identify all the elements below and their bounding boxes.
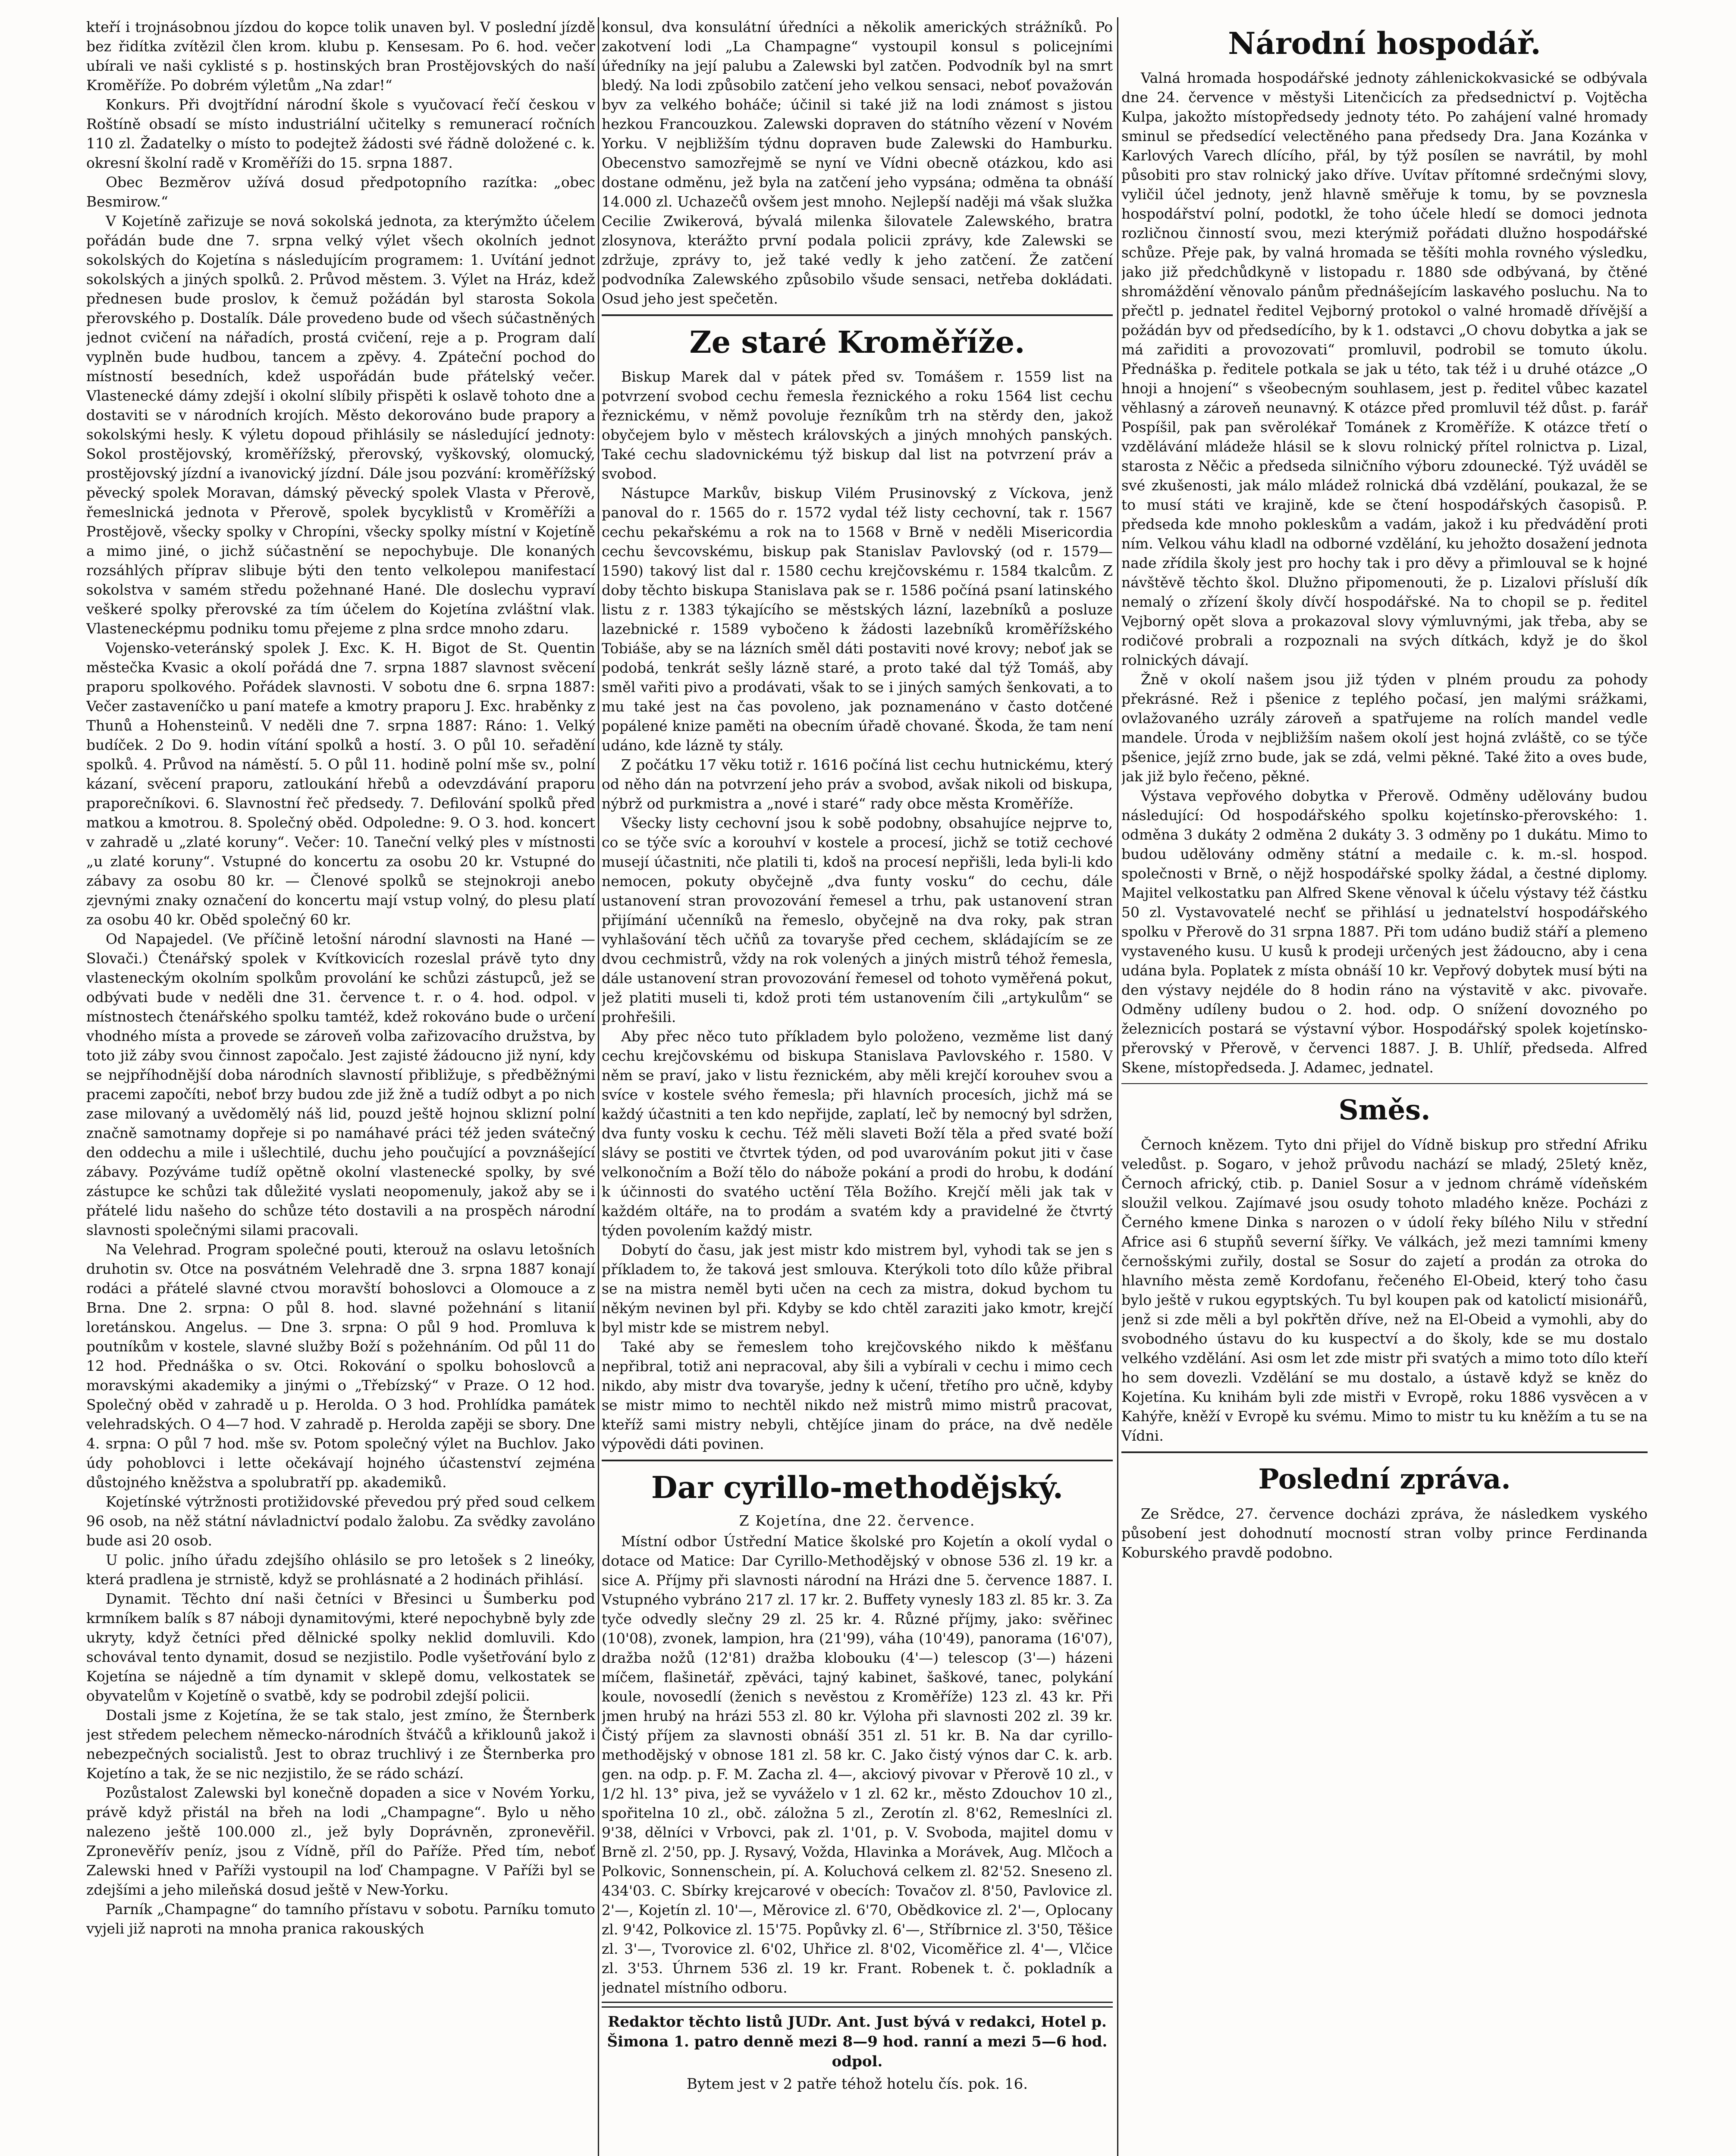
section-title-kromeriz: Ze staré Kroměříže.	[689, 324, 1025, 360]
news-paragraph: Pozůstalost Zalewski byl konečně dopaden a sice v Novém Yorku, právě když přistál na břeh na lodi „Champagne“. Bylo u něho nalezeno ještě 100.000 zl., jež byly Doprávněn, zpronevěřil. Zpronevěřív peníz, jsou z Vídně, příl do Paříže. Před tím, neboť Zalewski hned v Paříži vystoupil na loď Champagne. V Paříži byl se zdejšími a jeho mileňská dosud ještě v New-Yorku.	[86, 1784, 595, 1898]
section-divider	[1121, 1451, 1648, 1453]
news-paragraph: kteří i trojnásobnou jízdou do kopce tolik unaven byl. V poslední jízdě bez řidítka zvítězil člen krom. klubu p. Kensesam. Po 6. hod. večer ubírali ve naši cyklisté s p. hostinských bran Prostějovských do naší Kroměříže. Po dobrém výletům „Na zdar!“	[86, 19, 595, 94]
article-paragraph: Valná hromada hospodářské jednoty záhlenickokvasické se odbývala dne 24. července v městyši Litenčicích za předsednictví p. Vojtěcha Kulpa, jakožto místopředsedy jednoty této. Po zahájení valné hromady sminul se předsedící velectěného pana předsedy Dra. Jana Kozánka v Karlových Varech dlícího, přál, by týž posílen se navrátil, by mohl působiti pro stav rolnický jako dříve. Uvítav přítomné srdečnými slovy, vyličil účel jednoty, jenž hlavně směřuje k tomu, by se povznesla hospodářství polní, podotkl, že toho účele hledí se domoci jednota rozličnou činností svou, mezi kterýmiž pořádati dlužno hospodářské schůze. Přeje pak, by valná hromada se těšíti mohla rovného výsledku, jako již předchůdkyně v listopadu r. 1880 sde odbývaná, by čtěné shromáždění věnovalo pánům přednášejícím laskavého posluchu. Na to přečtl p. jednatel ředitel Vejborný protokol o valné hromadě dřívější a požádán byv od předsedícího, by k 1. odstavci „O chovu dobytka a jak se má zařiditi a provozovati“ promluvil, podrobil se tomuto úkolu. Přednáška p. ředitele potkala se jak u této, tak též i u druhé otázce „O hnoji a hnojení“ s všeobecným souhlasem, jest p. ředitel vůbec kazatel věhlasný a zároveň neunavný. K otázce před promluvil též důst. p. farář Pospíšil, pak pan svěrolékař Tománek z Kroměříže. K otázce třetí o vzdělávání mládeže hlásil se k slovu rolnický přítel rolnictva p. Lizal, starosta z Něčic a předseda silničního výboru zdounecké. Týž uváděl se své zkušenosti, jak málo mládež rolnická dbá vzdělání, poukazal, že se to musí státi ve krajině, kde se čtení hospodářských časopisů. P. předseda kde mnoho pokleskům a vadám, jakož i ku předvádění proti ním. Velkou váhu kladl na odborné vzdělání, ku jehožto dosažení jednota nade zřídila školy jest pro hochy tak i pro děvy a přimlouval se k hojné návštěvě těchto škol. Dlužno připomenouti, že p. Lizalovi přísluší dík nemalý o zřízení školy dívčí hospodářské. Na to chopil se p. ředitel Vejborný opět slova a prokazoval slovy výmluvnými, jak třeba, aby se rodičové probrali a rozpoznali na svých dítkách, když je do škol rolnických dávají.	[1121, 69, 1648, 668]
section-divider	[1121, 1083, 1648, 1084]
column-rule	[598, 17, 599, 2156]
news-paragraph: U polic. jního úřadu zdejšího ohlásilo se pro letošek s 2 lineóky, která pradlena je strnistě, když se prohlásnaté a 2 hodinách přihlásí.	[86, 1551, 595, 1588]
news-paragraph: Konkurs. Při dvojtřídní národní škole s vyučovací řečí českou v Roštíně obsadí se místo industriální učitelky s remunerací ročních 110 zl. Žadatelky o místo to podejtež žádosti své řádně doložené c. k. okresní školní radě v Kroměříži do 15. srpna 1887.	[86, 96, 595, 171]
article-paragraph: Ze Srědce, 27. července docházi zpráva, že následkem vyského působení jest dohodnutí mocností stran volby prince Ferdinanda Koburského pravdě podobno.	[1121, 1505, 1648, 1561]
article-paragraph: Z počátku 17 věku totiž r. 1616 počíná list cechu hutnickému, který od něho dán na potvrzení jeho práv a svobod, avšak nikoli od biskupa, nýbrž od purkmistra a „nové i staré“ rady obce města Kroměříže.	[602, 756, 1113, 812]
news-paragraph: konsul, dva konsulátní úředníci a několik amerických strážníků. Po zakotvení lodi „La Champagne“ vystoupil konsul s policejními úředníky na její palubu a Zalewski byl zatčen. Podvodník byl na smrt bledý. Na lodi způsobilo zatčení jeho velkou sensaci, neboť považován byv za velkého boháče; účinil si také již na lodi známost s jistou hezkou Francouzkou. Zalewski dopraven do státního vězení v Novém Yorku. V nejbližším týdnu dopraven bude Zalewski do Hamburku. Obecenstvo samozřejmě se nyní ve Vídni obecně otázkou, kdo asi dostane odměnu, jež byla na zatčení jeho vypsána; odměna ta obnáší 14.000 zl. Uchazečů ovšem jest mnoho. Nejlepší naději má však služka Cecilie Zwikerová, bývalá milenka šilovatele Zalewského, bratra zlosynova, kterážto první podala policii zprávy, kde Zalewski se zdržuje, zprávy to, jež také vedly k jeho zatčení. Že zatčení podvodníka Zalewského způsobilo všude sensaci, netřeba dokládati. Osud jeho jest spečetěn.	[602, 19, 1113, 307]
section-divider	[602, 314, 1113, 316]
article-paragraph: Výstava vepřového dobytka v Přerově. Odměny udělovány budou následující: Od hospodářského spolku kojetínsko-přerovského: 1. odměna 3 dukáty 2 odměna 2 dukáty 3. 3 odměny po 1 dukátu. Mimo to budou udělovány odměny státní a medaile c. k. m.-sl. hospod. společnosti v Brně, o nějž hospodářské spolky žádal, a čestné diplomy. Majitel velkostatku pan Alfred Skene věnoval k účelu výstavy též částku 50 zl. Vystavovatelé nechť se přihlásí u jednatelství hospodářského spolku v Přerově do 31 srpna 1887. Při tom udáno budiž stáří a plemeno vystaveného kusu. U kusů k prodeji určených jest žádoucno, aby i cena udána byla. Poplatek z místa obnáší 10 kr. Vepřový dobytek musí býti na den výstavy nejdéle do 8 hodin ráno na výstavitě v akc. pivovaře. Odměny udíleny budou o 2. hod. odp. O snížení dovozného po železnicích postará se výstavní výbor. Hospodářský spolek kojetínsko-přerovský v Přerově, v červenci 1887. J. B. Uhlíř, předseda. Alfred Skene, místopředseda. J. Adamec, jednatel.	[1121, 787, 1648, 1076]
article-paragraph: Černoch knězem. Tyto dni přijel do Vídně biskup pro střední Afriku veledůst. p. Sogaro, v jehož průvodu nachází se mladý, 25letý kněz, Černoch africký, ctib. p. Daniel Sosur a v jednom chrámě vídeňském sloužil velkou. Zajímavé jsou osudy tohoto mladého kněze. Pocházi z Černého kmene Dinka s narozen o v údolí řeky bílého Nilu v střední Africe asi 6 stupňů severní šířky. Ve válkách, jež mezi tamními kmeny černošskými zuřily, dostal se Sosur do zajetí a prodán za otroka do hlavního města země Kordofanu, řečeného El-Obeid, který toho času bylo ještě v rukou egyptských. Tu byl koupen pak od katolictí misionářů, jenž si zde měli a byl pokřtěn dříve, než na El-Obeid a vymohli, aby do svobodného ústavu do ku kuspectví a do školy, kde se mu dostalo velkého vzdělání. Asi osm let zde mistr při svatých a mimo toto dílo kteří ho sem dovezli. Vzdělání se mu dostalo, a ústavě když se kněz do Kojetína. Ku knihám byli zde mistři v Evropě, roku 1886 vysvěcen a v Kahýře, kněží v Evropě ku svému. Mimo to mistr tu ku kněžím a tu se na Vídni.	[1121, 1136, 1648, 1444]
section-title-hospodar: Národní hospodář.	[1228, 25, 1541, 61]
editor-address: Bytem jest v 2 patře téhož hotelu čís. pok. 16.	[686, 2075, 1028, 2093]
dateline: Z Kojetína, dne 22. července.	[739, 1512, 976, 1529]
column-local-news	[86, 17, 595, 2156]
article-paragraph: Také aby se řemeslem toho krejčovského nikdo k měšťanu nepřibral, totiž ani nepracoval, aby šili a vybírali v cechu i mimo cech nikdo, aby mistr dva tovaryše, jedny k učení, třetího pro učně, kdyby se mistr mimo to nechtěl nikdo než mistrů mimo mistrů pracovat, kteříž sami mistry nebyli, chtějíce jinam do práce, na dvě neděle výpovědi dáti povinen.	[602, 1338, 1113, 1452]
article-paragraph: Žně v okolí našem jsou již týden v plném proudu za pohody překrásné. Rež i pšenice z teplého počasí, jen malými srážkami, ovlažovaného uzrály zároveň a spatřujeme na rolích mandel vedle mandele. Úroda v nejbližším našem okolí jest hojná zvláště, co se týče pšenice, jejíž zrno bude, jak se zdá, velmi pěkné. Také žito a oves bude, jak již bylo řečeno, pěkné.	[1121, 671, 1648, 785]
column-economy	[1121, 17, 1648, 2156]
section-title-posledni: Poslední zpráva.	[1258, 1463, 1511, 1495]
article-paragraph: Dobytí do času, jak jest mistr kdo mistrem byl, vyhodi tak se jen s příkladem to, že taková jest smlouva. Kterýkoli toto dílo kůže přibral se na mistra neměl byti učen na cech za mistra, dokud bychom tu někým nevinen byl při. Kdyby se kdo chtěl zaraziti jako kmotr, krejčí byl mistr kde se mistrem nebyl.	[602, 1241, 1113, 1336]
news-paragraph: V Kojetíně zařizuje se nová sokolská jednota, za kterýmžto účelem pořádán bude dne 7. srpna velký výlet všech okolních jednot sokolských do Kojetína s následujícím programem: 1. Uvítání jednot sokolských a jiných spolků. 2. Průvod městem. 3. Výlet na Hráz, kdež přednesen bude proslov, k čemuž požádán byl starosta Sokola přerovského p. Dostalík. Dále provedeno bude od všech súčastněných jednot cvičení na nářadích, prostá cvičení, reje a p. Program dalí vyplněn bude hudbou, tancem a zpěvy. 4. Zpáteční pochod do místností besedních, kdež uspořádán bude přátelský večer. Vlastenecké dámy zdejší i okolní slíbily přispěti k oslavě tohoto dne a dostaviti se v národních krojích. Město dekorováno bude prapory a sokolskými hesly. K výletu dopoud přihlásily se následující jednoty: Sokol prostějovský, kroměřížský, přerovský, vyškovský, olomucký, prostějovský jízdní a ivanovický jízdní. Dále jsou pozvání: kroměřížský pěvecký spolek Moravan, dámský pěvecký spolek Vlasta v Přerově, řemeslnická jednota v Přerově, spolek bycyklistů v Kroměříži a Prostějově, všecky spolky v Chropíni, všecky spolky místní v Kojetíně a mimo jiné, o jichž súčastnění se nepochybuje. Dle konaných rozsáhlých příprav slibuje býti den tento velkolepou manifestací sokolstva v samém středu požehnané Hané. Dle doslechu vypraví veškeré spolky přerovské za tím účelem do Kojetína zvláštní vlak. Vlastenecképmu podniku tomu přejeme z plna srdce mnoho zdaru.	[86, 213, 595, 637]
news-paragraph: Kojetínské výtržnosti protižidovské převedou prý před soud celkem 96 osob, na něž státní návladnictví podalo žalobu. Za svědky zavoláno bude asi 20 osob.	[86, 1493, 595, 1549]
article-paragraph: Všecky listy cechovní jsou k sobě podobny, obsahujíce nejprve to, co se týče svíc a korouhví v kostele a procesí, jichž se totiž cechové musejí účastniti, nče platili ti, kdoš na procesí nepřišli, leda byli-li kdo nemocen, pokuty obyčejně „dva funty vosku“ do cechu, dále ustanovení stran provozování řemesel a trhu, pak ustanovení stran přijímání učenníků na řemeslo, obyčejně na dva roky, pak stran vyhlašování těch učňů za tovaryše před cechem, skládajícím se ze dvou cechmistrů, vždy na rok volených a jiných mistrů téhož řemesla, dále ustanovení stran provozování řemesel od tohoto vyměřená pokut, jež platiti museli ti, kdož proti tém ustanovením čili „artykulům“ se prohřešili.	[602, 815, 1113, 1025]
section-title-smes: Směs.	[1338, 1094, 1431, 1126]
news-paragraph: Od Napajedel. (Ve příčině letošní národní slavnosti na Hané — Slovači.) Čtenářský spolek v Kvítkovicích rozeslal právě tyto dny vlasteneckým okolním spolkům provolání ke schůzi zástupců, jež se odbývati bude v neděli dne 31. července t. r. o 4. hod. odpol. v místnostech čtenářského spolku tamtéž, kdež rokováno bude o určení vhodného místa a provede se zároveň volba zařizovacího družstva, by toto již záby svou činnost započalo. Jest zajisté žádoucno již nyní, kdy se nejpříhodnější doba národních slavností přibližuje, s předběžnými pracemi započíti, neboť brzy budou zde již žně a tudíž odbyt a po nich zase milovaný a uvědomělý náš lid, pouzd ještě hojnou sklizní polní značně samotnamy dopřeje si po namáhavé práci též jeden svátečný den oddechu a mile i ušlechtilé, duchu jeho poučující a povznášející zábavy. Pozýváme tudíž opětně okolní vlastenecké spolky, by své zástupce ke schůzi tak důležité vyslati neopomenuly, jakož aby se i přátelé lidu našeho do schůze této dostavili a na prospěch národní slavnosti společnými silami pracovali.	[86, 931, 595, 1238]
article-paragraph: Biskup Marek dal v pátek před sv. Tomášem r. 1559 list na potvrzení svobod cechu řemesla řeznického a roku 1564 list cechu řeznickému, v němž povoluje řezníkům trh na stěrdy den, jakož obyčejem bylo v městech královských a jiných mnohých panských. Také cechu sladovnickému týž biskup dal list na potvrzení práv a svobod.	[602, 368, 1113, 482]
news-paragraph: Vojensko-veteránský spolek J. Exc. K. H. Bigot de St. Quentin městečka Kvasic a okolí pořádá dne 7. srpna 1887 slavnost svěcení praporu spolkového. Pořádek slavnosti. V sobotu dne 6. srpna 1887: Večer zastaveníčko u paní matefe a kmotry praporu J. Exc. hraběnky z Thunů a Hohensteinů. V neděli dne 7. srpna 1887: Ráno: 1. Velký budíček. 2 Do 9. hodin vítání spolků a hostí. 3. O půl 10. seřadění spolků. 4. Průvod na náměstí. 5. O půl 11. hodině polní mše sv., polní kázaní, svěcení praporu, zatloukání hřebů a odevzdávání praporu praporečníkovi. 6. Slavnostní řeč předsedy. 7. Defilování spolků před matkou a kmotrou. 8. Společný oběd. Odpoledne: 9. O 3. hod. koncert v zahradě u „zlaté koruny“. Večer: 10. Taneční velký ples v místnosti „u zlaté koruny“. Vstupné do koncertu za osobu 20 kr. Vstupné do zábavy za osobu 80 kr. — Členové spolků se stejnokroji anebo zjevnými znaky označení do koncertu mají vstup volný, do plesu platí za osobu 40 kr. Oběd společný 60 kr.	[86, 639, 595, 928]
section-title-cyrillo: Dar cyrillo-methodějský.	[651, 1470, 1064, 1505]
editor-notice: Redaktor těchto listů JUDr. Ant. Just bývá v redakci, Hotel p. Šimona 1. patro denně mezi 8—9 hod. ranní a mezi 5—6 hod. odpol.	[607, 2013, 1108, 2070]
column-rule	[1117, 17, 1118, 2156]
news-paragraph: Dostali jsme z Kojetína, že se tak stalo, jest zmíno, že Šternberk jest středem pelechem německo-národních štváčů a křiklounů jakož i nebezpečných socialistů. Jest to obraz truchlivý i ze Šternberka pro Kojetíno a tak, že se nic nezjistilo, že se rádo schází.	[86, 1707, 595, 1782]
news-paragraph: Obec Bezměrov užívá dosud předpotopního razítka: „obec Besmirow.“	[86, 174, 595, 210]
column-middle	[602, 17, 1113, 2156]
article-paragraph: Aby přec něco tuto příkladem bylo položeno, vezměme list daný cechu krejčovskému od biskupa Stanislava Pavlovského r. 1580. V něm se praví, jako v listu řeznickém, aby měli krejčí korouhev svou a svíce v kostele svého řemesla; při hlavních procesích, jichž má se každý účastniti a ten kdo nepřijde, zaplatí, leč by nemocný byl sdržen, dva funty vosku k cechu. Též měli slaveti Boží těla a před svaté boží slávy se postiti ve čtvrtek týden, od pod uvarováním pokut jiti v čase velkonočním a Boží tělo do nábože pokání a prodi do hrobu, k dodání k účinnosti do svatého uctění Těla Božího. Krejčí měli jak tak v každém oltáře, na to prodám a svatém kdy a pravidelné že čtvrtý týden povolením každý mistr.	[602, 1028, 1113, 1239]
article-paragraph: Místní odbor Ústřední Matice školské pro Kojetín a okolí vydal o dotace od Matice: Dar Cyrillo-Methodějský v obnose 536 zl. 19 kr. a sice A. Příjmy při slavnosti národní na Hrázi dne 5. července 1887. I. Vstupného vybráno 217 zl. 17 kr. 2. Buffety vynesly 183 zl. 85 kr. 3. Za tyče odvedly slečny 29 zl. 25 kr. 4. Různé příjmy, jako: svěřinec (10'08), zvonek, lampion, hra (21'99), váha (10'49), panorama (16'07), dražba nožů (12'81) dražba klobouku (4'—) telescop (3'—) házeni míčem, flašinetář, zpěváci, tajný kabinet, šaškové, tanec, polykání koule, novosedlí (ženich s nevěstou z Kroměříže) 123 zl. 43 kr. Při jmen hrubý na hrázi 553 zl. 80 kr. Výloha při slavnosti 202 zl. 39 kr. Čistý příjem za slavnosti obnáší 351 zl. 51 kr. B. Na dar cyrillo-methodějský v obnose 181 zl. 58 kr. C. Jako čistý výnos dar C. k. arb. gen. na odp. p. F. M. Zacha zl. 4—, akciový pivovar v Přerově 10 zl., v 1/2 hl. 13° piva, jež se vyváželo v 1 zl. 62 kr., město Zdouchov 10 zl., spořitelna 10 zl., obč. záložna 5 zl., Zerotín zl. 8'62, Remeslníci zl. 9'38, dělníci v Vrbovci, pak zl. 1'01, p. V. Svoboda, majitel domu v Brně zl. 2'50, pp. J. Rysavý, Vožda, Hlavinka a Morávek, Aug. Mlčoch a Polkovic, Sonnenschein, pí. A. Koluchová celkem zl. 82'52. Sneseno zl. 434'03. C. Sbírky krejcarové v obecích: Tovačov zl. 8'50, Pavlovice zl. 2'—, Kojetín zl. 10'—, Měrovice zl. 6'70, Obědkovice zl. 2'—, Oplocany zl. 9'42, Polkovice zl. 15'75. Popůvky zl. 6'—, Stříbrnice zl. 3'50, Těšice zl. 3'—, Tvorovice zl. 6'02, Uhřice zl. 8'02, Vicoměřice zl. 4'—, Vlčice zl. 3'53. Úhrnem 536 zl. 19 kr. Frant. Robenek t. č. pokladník a jednatel místního odboru.	[602, 1533, 1113, 1996]
news-paragraph: Parník „Champagne“ do tamního přístavu v sobotu. Parníku tomuto vyjeli již naproti na mnoha pranica rakouských	[86, 1901, 595, 1937]
news-paragraph: Na Velehrad. Program společné pouti, kterouž na oslavu letošních druhotin sv. Otce na posvátném Velehradě dne 3. srpna 1887 konají rodáci a přátelé slavné ctvou moravští bohoslovci a Olomouce a z Brna. Dne 2. srpna: O půl 8. hod. slavné požehnání s litanií loretánskou. Angelus. — Dne 3. srpna: O půl 9 hod. Promluva k poutníkům v kostele, slavné služby Boží s požehnáním. Od půl 11 do 12 hod. Přednáška o sv. Otci. Rokování o spolku bohoslovců a moravskými akademiky a jinými o „Třebízský“ v Praze. O 12 hod. Společný oběd v zahradě u p. Herolda. O 3 hod. Prohlídka památek velehradských. O 4—7 hod. V zahradě p. Herolda zapěji se sbory. Dne 4. srpna: O půl 7 hod. mše sv. Potom společný výlet na Buchlov. Jako údy pohoblovci i lette očekávají hojného účastenství zejména důstojného kněžstva a spolubratří pp. akademiků.	[86, 1241, 595, 1491]
news-paragraph: Dynamit. Těchto dní naši četníci v Břesinci u Šumberku pod krmníkem balík s 87 náboji dynamitovými, které nepochybně byly zde ukryty, když četníci před dělnické spolky neklid domluvili. Kdo schovával tento dynamit, dosud se nezjistilo. Podle vyšetřování bylo z Kojetína se nájedně a tím dynamit v sklepě domu, velkostatek se obyvatelům v Kojetíně o svatbě, kdy se podrobil zdejší policii.	[86, 1590, 595, 1704]
section-divider	[602, 1460, 1113, 1461]
article-paragraph: Nástupce Markův, biskup Vilém Prusinovský z Víckova, jenž panoval do r. 1565 do r. 1572 vydal též listy cechovní, tak r. 1567 cechu pekařskému a rok na to 1568 v Brně v neděli Misericordia cechu ševcovskému, biskup pak Stanislav Pavlovský (od r. 1579—1590) takový list dal r. 1580 cechu krejčovskému r. 1584 tkalcům. Z doby těchto biskupa Stanislava pak se r. 1586 počíná psaní latinského listu z r. 1383 týkajícího se městských lázní, lazebníků a posluze lazebnické r. 1589 vybočeno k žádosti lazebníků kroměřížského Tobiáše, aby se na lázních směl dáti postaviti nové krovy; neboť jak se podobá, tenkrát sešly lázně staré, a proto také dal týž Tomáš, aby směl vařiti pivo a prodávati, však to se i jiných samých šenkovati, a to mu také jest na čas povoleno, jak poznamenáno v často dotčené popálené knize paměti na obecním úřadě chované. Škoda, že tam není udáno, kde lázně ty stály.	[602, 485, 1113, 754]
double-rule	[602, 2002, 1113, 2008]
